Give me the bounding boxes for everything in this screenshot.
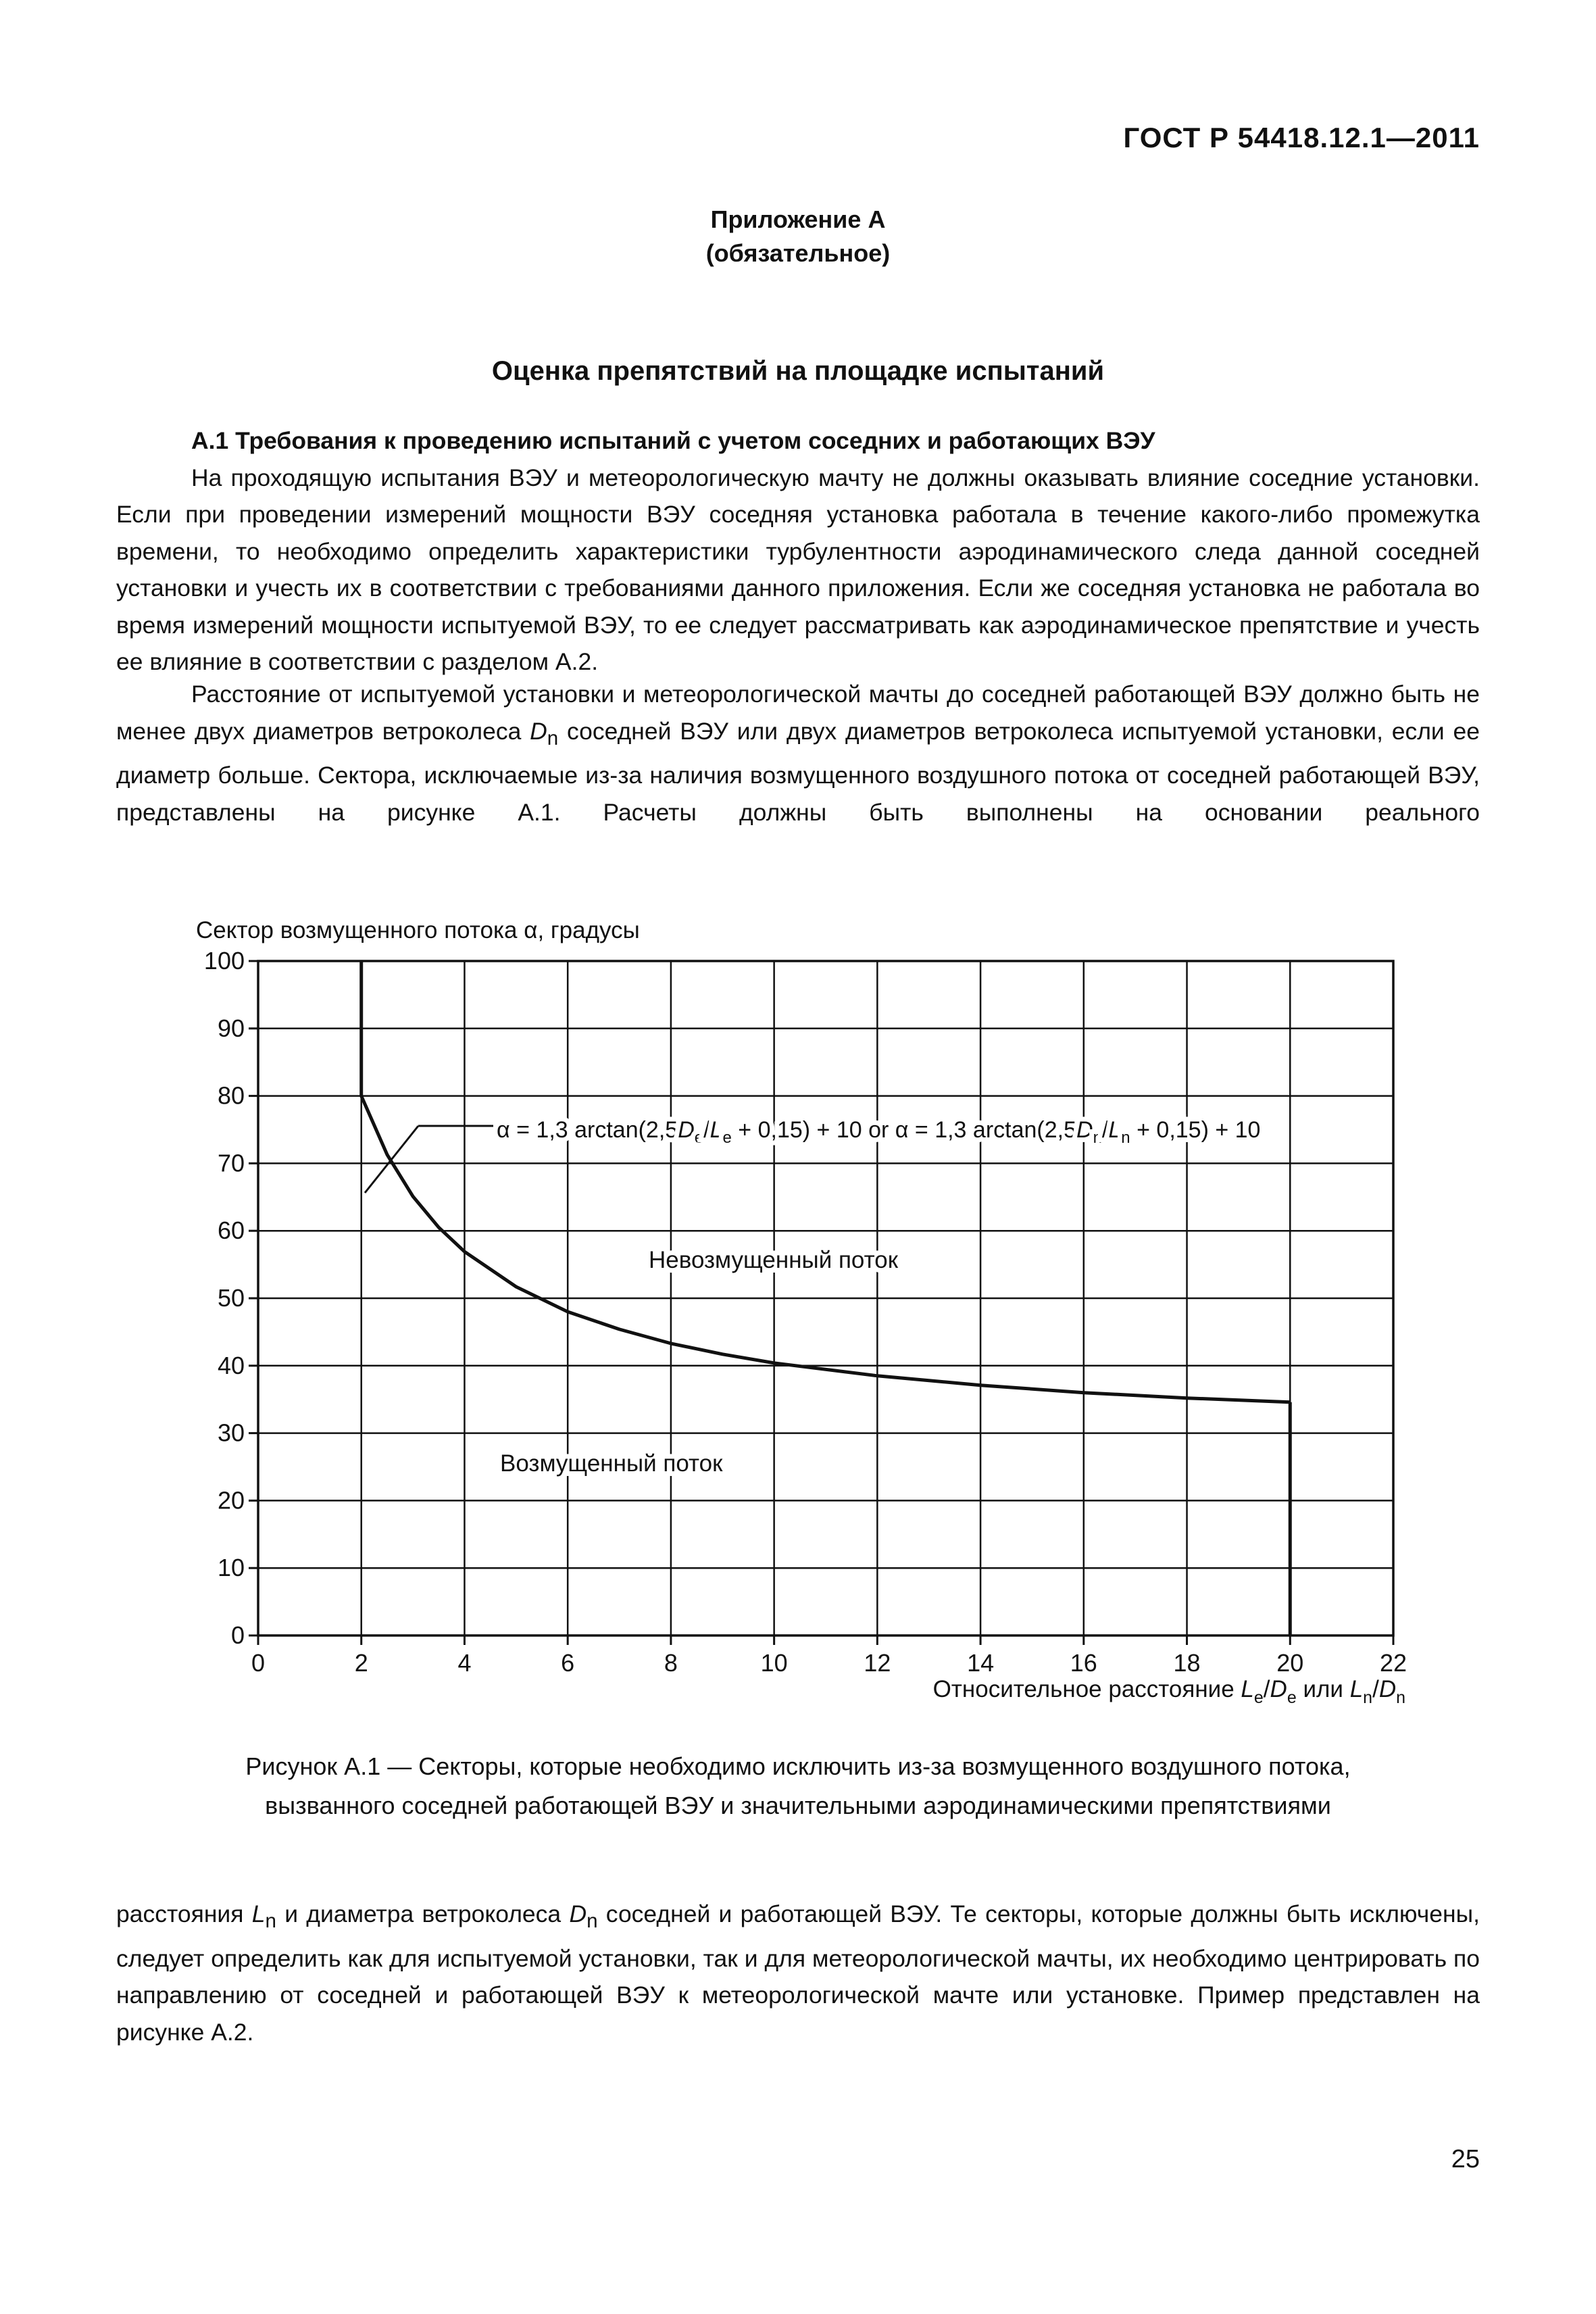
para2-text-a: Расстояние от испытуемой установки и метеорологической мачты до соседней работающей ВЭУ должно быть не менее двух диаметров ветроколеса: [116, 681, 1480, 745]
formula-a-text: α = 1,3 arctan(2,5: [497, 1117, 678, 1143]
formula-b-slash: /: [1101, 1117, 1109, 1143]
formula-b-end: + 0,15) + 10: [1130, 1117, 1261, 1143]
formula-a-end: + 0,15) + 10 or: [731, 1117, 895, 1143]
y-tick-label: 30: [217, 1419, 245, 1447]
annex-title: Приложение А: [710, 205, 886, 233]
x-label-d2-sub: n: [1396, 1688, 1405, 1707]
x-label-d1: D: [1270, 1676, 1287, 1702]
x-tick-label: 14: [967, 1649, 995, 1677]
x-tick-label: 12: [864, 1649, 891, 1677]
formula-a-d-sub: e: [694, 1129, 704, 1147]
x-tick-label: 18: [1173, 1649, 1201, 1677]
y-tick-label: 70: [217, 1149, 245, 1177]
x-tick-label: 20: [1276, 1649, 1304, 1677]
y-tick-label: 90: [217, 1014, 245, 1042]
x-tick-label: 22: [1379, 1649, 1407, 1677]
section-title: Оценка препятствий на площадке испытаний: [491, 356, 1105, 386]
figure-caption-line-2: вызванного соседней работающей ВЭУ и значительными аэродинамическими препятствиями: [265, 1792, 1331, 1819]
continuation-block: [116, 1896, 1480, 2050]
figure-caption: [0, 1747, 1596, 1825]
x-label-l1-sub: e: [1253, 1688, 1264, 1707]
continuation-paragraph: [116, 1896, 1480, 2050]
page-number: 25: [1451, 2145, 1480, 2173]
cont-var-d-sub: n: [587, 1910, 598, 1933]
para2-var-d: D: [530, 717, 547, 745]
x-label-d1-sub: e: [1287, 1688, 1297, 1707]
x-label-or: или: [1296, 1676, 1350, 1702]
formula-a-l: L: [709, 1117, 723, 1143]
para2-text-b: соседней ВЭУ или двух диаметров ветроколеса испытуемой установки, если ее диаметр больше. Сектора, исключаемые из-за наличия возмущенного воздушного потока от соседней работающей ВЭУ, представлены на рисунке А.1. Расчеты должны быть выполнены на основании реального: [116, 717, 1480, 826]
formula-a-l-sub: e: [722, 1129, 732, 1147]
para2-var-d-sub: n: [547, 727, 559, 749]
x-label-prefix: Относительное расстояние: [932, 1676, 1241, 1702]
formula-b-text: α = 1,3 arctan(2,5: [895, 1117, 1076, 1143]
formula-a-d: D: [678, 1117, 695, 1143]
x-label-l1: L: [1241, 1676, 1254, 1702]
cont-text-c: соседней и работающей ВЭУ. Те секторы, которые должны быть исключены, следует определить как для испытуемой установки, так и для метеорологической мачты, их необходимо центрировать по направлению от соседней и работающей ВЭУ к метеорологической мачте или установке. Пример представлен на рисунке А.2.: [116, 1900, 1480, 2046]
annex-status: (обязательное): [705, 239, 891, 267]
y-tick-label: 100: [203, 947, 245, 975]
y-tick-label: 60: [217, 1216, 245, 1245]
chart-grid: [258, 961, 1393, 1635]
y-tick-label: 50: [217, 1284, 245, 1312]
figure-caption-line-1: Рисунок А.1 — Секторы, которые необходимо исключить из-за возмущенного воздушного потока,: [245, 1752, 1351, 1780]
annotation-leader: [365, 1126, 418, 1193]
section-a1-paragraph-1: На проходящую испытания ВЭУ и метеорологическую мачту не должны оказывать влияние соседние установки. Если при проведении измерений мощности ВЭУ соседняя установка работала в течение какого-либо промежутка времени, то необходимо определить характеристики турбулентности аэродинамического следа данной соседней установки и учесть их в соответствии с требованиями данного приложения. Если же соседняя установка не работала во время измерений мощности испытуемой ВЭУ, то ее следует рассматривать как аэродинамическое препятствие и учесть ее влияние в соответствии с разделом А.2.: [116, 464, 1480, 675]
disturbed-flow-label: Возмущенный поток: [500, 1450, 723, 1477]
formula-b-l: L: [1108, 1117, 1122, 1143]
formula-b-d-sub: n: [1093, 1129, 1102, 1147]
cont-var-d: D: [569, 1900, 587, 1927]
x-tick-label: 0: [251, 1649, 266, 1677]
y-tick-label: 0: [230, 1621, 245, 1649]
cont-text-b: и диаметра ветроколеса: [276, 1900, 570, 1927]
x-tick-label: 4: [457, 1649, 472, 1677]
y-tick-label: 40: [217, 1351, 245, 1379]
x-label-l2: L: [1349, 1676, 1364, 1702]
y-tick-label: 80: [217, 1081, 245, 1110]
x-label-slash1: /: [1263, 1676, 1270, 1702]
standard-number: ГОСТ Р 54418.12.1—2011: [1123, 122, 1480, 153]
formula-annotation: [497, 1117, 1260, 1147]
x-tick-label: 2: [354, 1649, 368, 1677]
annex-heading: [0, 203, 1596, 270]
x-axis-label: [933, 1676, 1405, 1707]
y-axis-label: Сектор возмущенного потока α, градусы: [196, 917, 640, 943]
cont-var-l-sub: n: [265, 1910, 276, 1933]
section-a1: [116, 422, 1480, 681]
x-label-l2-sub: n: [1363, 1688, 1373, 1707]
y-tick-label: 10: [217, 1554, 245, 1582]
figure-a1-chart: [0, 899, 1596, 1730]
formula-b-l-sub: n: [1121, 1129, 1130, 1147]
section-a1-heading: А.1 Требования к проведению испытаний с учетом соседних и работающих ВЭУ: [191, 427, 1155, 454]
undisturbed-flow-label: Невозмущенный поток: [649, 1247, 899, 1273]
x-tick-label: 6: [561, 1649, 575, 1677]
section-a1-paragraph-2: [116, 676, 1480, 831]
section-a1-paragraph-2-block: [116, 676, 1480, 831]
x-label-slash2: /: [1372, 1676, 1379, 1702]
cont-text-a: расстояния: [116, 1900, 252, 1927]
x-tick-label: 16: [1070, 1649, 1097, 1677]
formula-b-d: D: [1076, 1117, 1093, 1143]
cont-var-l: L: [251, 1900, 266, 1927]
x-label-d2: D: [1378, 1676, 1397, 1702]
y-tick-label: 20: [217, 1486, 245, 1515]
x-tick-label: 10: [760, 1649, 788, 1677]
formula-a-slash: /: [703, 1117, 710, 1143]
x-tick-label: 8: [664, 1649, 678, 1677]
